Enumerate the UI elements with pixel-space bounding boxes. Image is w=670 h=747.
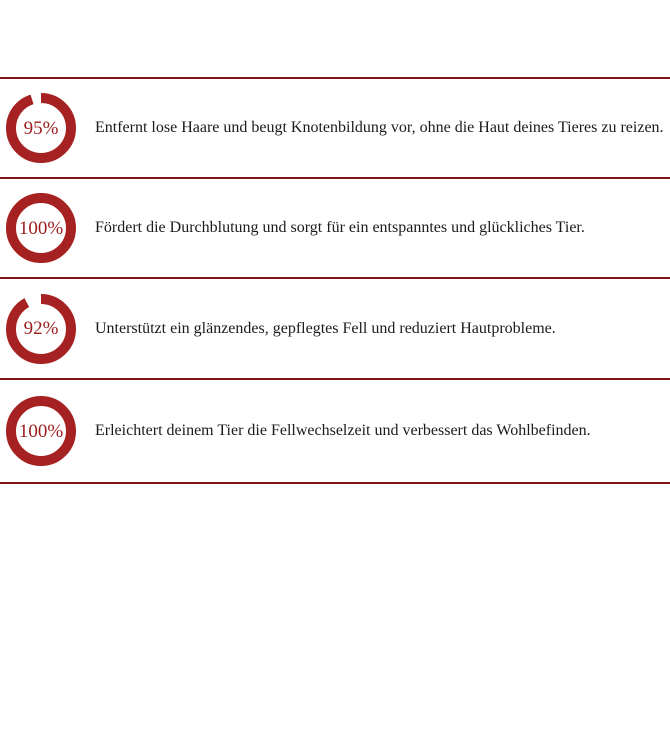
donut-gauge-icon	[6, 294, 76, 364]
percent-value: 92%	[23, 318, 59, 339]
percent-value: 95%	[23, 117, 59, 139]
benefit-description: Entfernt lose Haare und beugt Knotenbildung vor, ohne die Haut deines Tieres zu reizen.	[95, 119, 664, 136]
benefit-row	[0, 277, 670, 378]
percent-value: 100%	[18, 420, 64, 442]
benefit-row	[0, 77, 670, 177]
benefit-row	[0, 378, 670, 484]
donut-gauge-icon	[6, 93, 76, 163]
benefit-row	[0, 177, 670, 277]
benefits-list	[0, 77, 670, 484]
donut-gauge-icon	[6, 396, 76, 466]
benefit-description: Erleichtert deinem Tier die Fellwechselzeit und verbessert das Wohlbefinden.	[95, 422, 591, 439]
donut-gauge-icon	[6, 193, 76, 263]
product-benefits-section	[0, 77, 670, 484]
benefit-description: Unterstützt ein glänzendes, gepflegtes Fell und reduziert Hautprobleme.	[95, 319, 556, 337]
percent-value: 100%	[18, 217, 64, 239]
benefit-description: Fördert die Durchblutung und sorgt für ein entspanntes und glückliches Tier.	[95, 219, 585, 236]
